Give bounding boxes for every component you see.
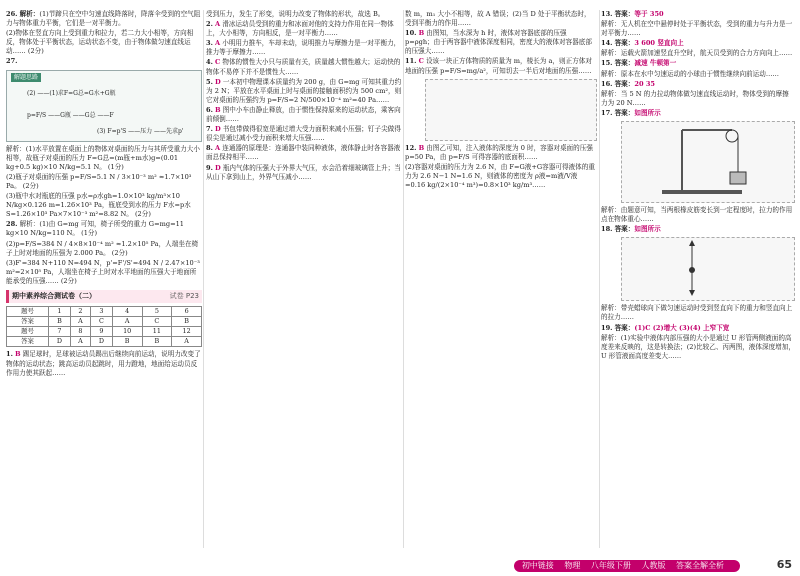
mind-map-line-3: (3) F=p'S ——压力 ——先求p' xyxy=(97,127,184,135)
mind-map-label: 解题思路 xyxy=(11,73,41,82)
q2-answer: 2. A 滑冰运动员受到的重力和冰面对他的支持力作用在同一物体上，大小相等，方向相反，是一对平衡力…… xyxy=(206,20,394,38)
q8-answer: 8. A 连通器的原理是：连通器中装同种液体，液体静止时各容器液面总保持相平…… xyxy=(206,144,401,162)
footer-brand: 初中链接 xyxy=(521,561,554,570)
q26-answer-cont: (2)物体在竖直方向上受到重力和拉力，若二力大小相等，方向相反，物体处于平衡状态，运动状态不变，由于物体做匀速直线运动…… (2分) xyxy=(6,29,194,56)
q28-part-3: (3)F'=384 N+110 N=494 N，p'=F'/S'=494 N / 2.47×10⁻³ m²=2×10⁵ Pa，人端坐在椅子上时对水平地面的压强大于地面所能承受的压强…… (2分) xyxy=(6,258,200,285)
column-2 xyxy=(206,10,402,548)
q3-answer: 3. A 小明用力推车，车却未动，说明推力与摩擦力是一对平衡力，推力等于摩擦力…… xyxy=(206,39,401,57)
q6-answer: 6. B 图中小车由静止释放，由于惯性保持原来的运动状态，乘客向前倾倒…… xyxy=(206,105,401,124)
q15-explanation: 解析：原本在水中匀速运动的小球由于惯性继续向前运动…… xyxy=(601,69,780,78)
footer-book: 答案全解全析 xyxy=(676,561,724,570)
force-figure xyxy=(621,237,795,301)
mind-map-line-1: (2) ——(1)求F=G总=G水+G瓶 xyxy=(27,89,116,97)
footer-edition: 人教版 xyxy=(641,561,666,570)
force-diagram xyxy=(622,238,772,298)
q19-answer: 19. 答案：(1)C (2)增大 (3)(4) 上窄下宽 xyxy=(601,323,730,332)
q16-answer: 16. 答案：20 35 xyxy=(601,79,656,88)
column-4 xyxy=(601,10,795,548)
q11-answer: 11. C 设该一块正方体物质的质量为 m，棱长为 a，则正方体对地面的压强 p=F/S=mg/a²，可知切去一半后对地面的压强…… xyxy=(405,57,592,75)
q17-explanation: 解析：由题意可知，当两根橡皮筋变长到一定程度时，拉力的作用点在物体重心…… xyxy=(601,206,793,224)
q28-part-2: (2)p=F/S=384 N / 4×8×10⁻⁴ m² ≈1.2×10⁵ Pa，人端坐在椅子上时对地面的压强为 2.000 Pa。 (2分) xyxy=(6,239,199,257)
q13-answer: 13. 答案：等于 350 xyxy=(601,10,664,18)
answer-grid-row: 题号 7 8 9 10 11 12 xyxy=(7,327,202,337)
footer-grade: 八年级下册 xyxy=(590,561,631,570)
page-footer xyxy=(0,556,800,576)
solution-mind-map xyxy=(6,70,202,142)
q12-answer-cont: (2)容器对桌面的压力为 2.6 N，由 F=G液+G容器可得液体的重力为 2.6 N−1 N=1.6 N，则液体的密度为 ρ液=m液/V液=0.16 kg/(2×10⁻⁴ m³)=0.8×10³ kg/m³…… xyxy=(405,162,595,190)
q13-explanation: 解析：无人机在空中悬停时处于平衡状态，受到的重力与升力是一对平衡力…… xyxy=(601,20,793,38)
q27-part-2: (2)瓶子对桌面的压强 p=F/S=5.1 N / 3×10⁻³ m² ≈1.7×10³ Pa。 (2分) xyxy=(6,172,192,190)
q14-explanation: 解析：运载火箭加速竖直升空时，航天员受到的合力方向向上…… xyxy=(601,49,793,58)
q15-answer: 15. 答案：减速 牛顿第一 xyxy=(601,59,677,68)
continued-text: 数 m，m₁ 大小不相等，故 A 错误；(2)当 D 处于平衡状态时，受到平衡力的作用…… xyxy=(405,10,591,28)
footer-book-info xyxy=(514,560,740,572)
q17-answer: 17. 答案：如图所示 xyxy=(601,108,661,117)
answer-grid-row: 答案 B A C A C B xyxy=(7,317,202,327)
column-divider xyxy=(599,10,600,548)
pulley-figure xyxy=(621,121,795,203)
column-divider xyxy=(403,10,404,548)
q10-answer: 10. B 由图知，当水深为 h 时，液体对容器底部的压强 p=ρgh；由于两容器中液体深度相同，密度大的液体对容器底部的压强大…… xyxy=(405,29,592,56)
q1-answer: 1. B 踢足球时，足球被运动员踢出后继续向前运动，说明力改变了物体的运动状态；跳高运动员起跳时，用力蹬地，地面给运动员反作用力使其跃起…… xyxy=(6,350,201,377)
q7-answer: 7. D 书包带做得很宽是通过增大受力面积来减小压强；钉子尖做得很尖是通过减小受力面积来增大压强…… xyxy=(206,125,401,143)
answer-grid-row: 题号 1 2 3 4 5 6 xyxy=(7,307,202,317)
page-number: 65 xyxy=(776,558,792,571)
q4-answer: 4. C 物体的惯性大小只与质量有关，质量越大惯性越大；运动快的物体不易停下并不是惯性大…… xyxy=(206,58,401,76)
q5-answer: 5. D 一本初中物理课本质量约为 200 g，由 G=mg 可知其重力约为 2 N；平放在水平桌面上时与桌面的接触面积约为 500 cm²，则它对桌面的压强约为 p=F/S=2 N/500×10⁻⁴ m²=40 Pa…… xyxy=(206,77,402,104)
answer-grid-row: 答案 D A D B B A xyxy=(7,337,202,347)
q18-explanation: 解析：带壳蜡球向下做匀速运动时受到竖直向下的重力和竖直向上的拉力…… xyxy=(601,304,793,322)
q9-answer: 9. D 瓶内气体的压强大于外界大气压，水会沿着细玻璃管上升；当从山下拿到山上，外界气压减小…… xyxy=(206,163,401,181)
figure-placeholder xyxy=(425,79,597,141)
q16-explanation: 解析：当 5 N 的力拉动物体做匀速直线运动时，物体受到的摩擦力为 20 N…… xyxy=(601,89,789,107)
pulley-diagram xyxy=(622,122,772,200)
q12-answer: 12. B 由图乙可知，注入液体的深度为 0 时，容器对桌面的压强 p=50 Pa，由 p=F/S 可得容器的底面积…… xyxy=(405,143,593,161)
q26-answer: 26. 解析：(1)节蹄只在空中匀速直线降落时，降落伞受到的空气阻力与物体重力平衡，它们是一对平衡力。 xyxy=(6,10,201,28)
section-heading: 期中素养综合测试卷（二） 试卷 P23 xyxy=(6,290,202,303)
q19-explanation: 解析：(1)实验中液体内部压强的大小是通过 U 形管两侧液面的高度差来反映的，这是转换法；(2)比较乙、丙两图，液体深度增加，U 形管液面高度差变大…… xyxy=(601,333,795,360)
q28-part-1: 28. 解析：(1)由 G=mg 可知，椅子所受的重力 G=mg=11 kg×10 N/kg=110 N。 (1分) xyxy=(6,220,184,238)
section-page-ref: 试卷 P23 xyxy=(169,291,199,300)
continued-text: 受到压力，发生了形变，说明力改变了物体的形状，故选 B。 xyxy=(206,10,385,18)
mind-map-line-2: p=F/S ——G瓶 ——G总 ——F xyxy=(27,111,114,119)
q27-head: 27. xyxy=(6,57,18,66)
column-divider xyxy=(203,10,204,548)
footer-subject: 物理 xyxy=(564,561,581,570)
answer-grid xyxy=(6,306,202,347)
column-3 xyxy=(405,10,597,548)
q18-answer: 18. 答案：如图所示 xyxy=(601,225,661,234)
q27-part-1: 解析：(1)水平放置在桌面上的物体对桌面的压力与其所受重力大小相等，故瓶子对桌面的压力 F=G总=(m瓶+m水)g=(0.01 kg+0.5 kg)×10 N/kg=5.1 N。 (1分) xyxy=(6,144,200,171)
q14-answer: 14. 答案：3 600 竖直向上 xyxy=(601,39,684,48)
column-1 xyxy=(6,10,202,548)
q27-part-3: (3)瓶中水对瓶底的压强 p水=ρ水gh=1.0×10³ kg/m³×10 N/kg×0.126 m=1.26×10³ Pa，瓶底受到水的压力 F水=p水S=1.26×10³ Pa×7×10⁻³ m²=8.82 N。 (2分) xyxy=(6,192,191,219)
